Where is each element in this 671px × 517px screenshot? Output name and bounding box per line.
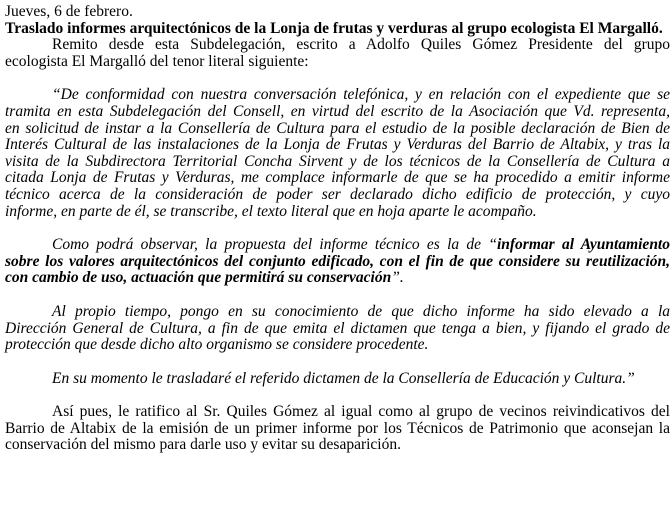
quote-line: En su momento le trasladaré el referido dictamen de la Consellería de Educación y Cultura.” (52, 369, 635, 387)
quote-line: Dirección General de Cultura, a fin de que emita el dictamen que tenga a bien, y fijando el grado de (5, 319, 670, 337)
intro-line: ecologista El Margalló del tenor literal siguiente: (5, 52, 309, 70)
quote-line: Al propio tiempo, pongo en su conocimiento de que dicho informe ha sido elevado a la (52, 302, 670, 320)
quote-line (5, 254, 670, 271)
quote-line: visita de la Subdirectora Territorial Concha Sirvent y de los técnicos de la Consellería de Cultura a (5, 152, 670, 170)
paragraph-gap (5, 287, 670, 304)
quote-text: Como podrá observar, la propuesta del informe técnico es la de “ (52, 236, 497, 254)
document-title: Traslado informes arquitectónicos de la Lonja de frutas y verduras al grupo ecologista El Margalló. (5, 19, 663, 37)
document-date: Jueves, 6 de febrero. (5, 3, 133, 20)
quote-line (5, 237, 670, 254)
quote-line: tramita en esta Subdelegación del Consell, en virtud del escrito de la Asociación que Vd. representa, (5, 102, 670, 120)
quote-text: ”. (391, 269, 404, 287)
closing-line: Barrio de Altabix de la emisión de un primer informe por los Técnicos de Patrimonio que aconsejan la (5, 419, 670, 437)
quote-paragraph-2 (5, 237, 670, 287)
quote-bold-text: con cambio de uso, actuación que permitirá su conservación (5, 269, 392, 287)
quote-paragraph-1 (5, 87, 670, 220)
paragraph-gap (5, 387, 670, 404)
quote-line: informe, en parte de él, se transcribe, el texto literal que en hoja aparte le acompaño. (5, 202, 537, 220)
quote-line: en solicitud de instar a la Consellería de Cultura para el estudio de la posible declaración de Bien de (5, 119, 670, 137)
paragraph-gap (5, 70, 670, 87)
quote-line (5, 270, 670, 287)
quote-line: citada Lonja de Frutas y Verduras, me complace informarle de que se ha procedido a emitir informe (5, 169, 670, 187)
quote-line: técnico acerca de la consideración de poder ser declarado dicho edificio de protección, y cuyo (5, 185, 670, 203)
closing-paragraph (5, 404, 670, 454)
quote-line: Interés Cultural de las instalaciones de la Lonja de Frutas y Verduras del Barrio de Altabix, y tras la (5, 136, 670, 154)
paragraph-gap (5, 220, 670, 237)
quote-line: “De conformidad con nuestra conversación telefónica, y en relación con el expediente que se (52, 86, 670, 104)
closing-line: Así pues, le ratifico al Sr. Quiles Gómez al igual como al grupo de vecinos reivindicativos del (52, 403, 670, 421)
paragraph-gap (5, 354, 670, 371)
quote-line: protección que desde dicho alto organismo se considere procedente. (5, 336, 429, 354)
intro-paragraph (5, 37, 670, 70)
closing-line: conservación del mismo para darle uso y evitar su desaparición. (5, 436, 401, 454)
quote-paragraph-4 (5, 371, 670, 388)
quote-paragraph-3 (5, 304, 670, 354)
quote-bold-text: sobre los valores arquitectónicos del conjunto edificado, con el fin de que considere su reutilización, (5, 252, 670, 270)
quote-bold-text: informar al Ayuntamiento (496, 236, 670, 254)
intro-line: Remito desde esta Subdelegación, escrito a Adolfo Quiles Gómez Presidente del grupo (52, 36, 670, 54)
